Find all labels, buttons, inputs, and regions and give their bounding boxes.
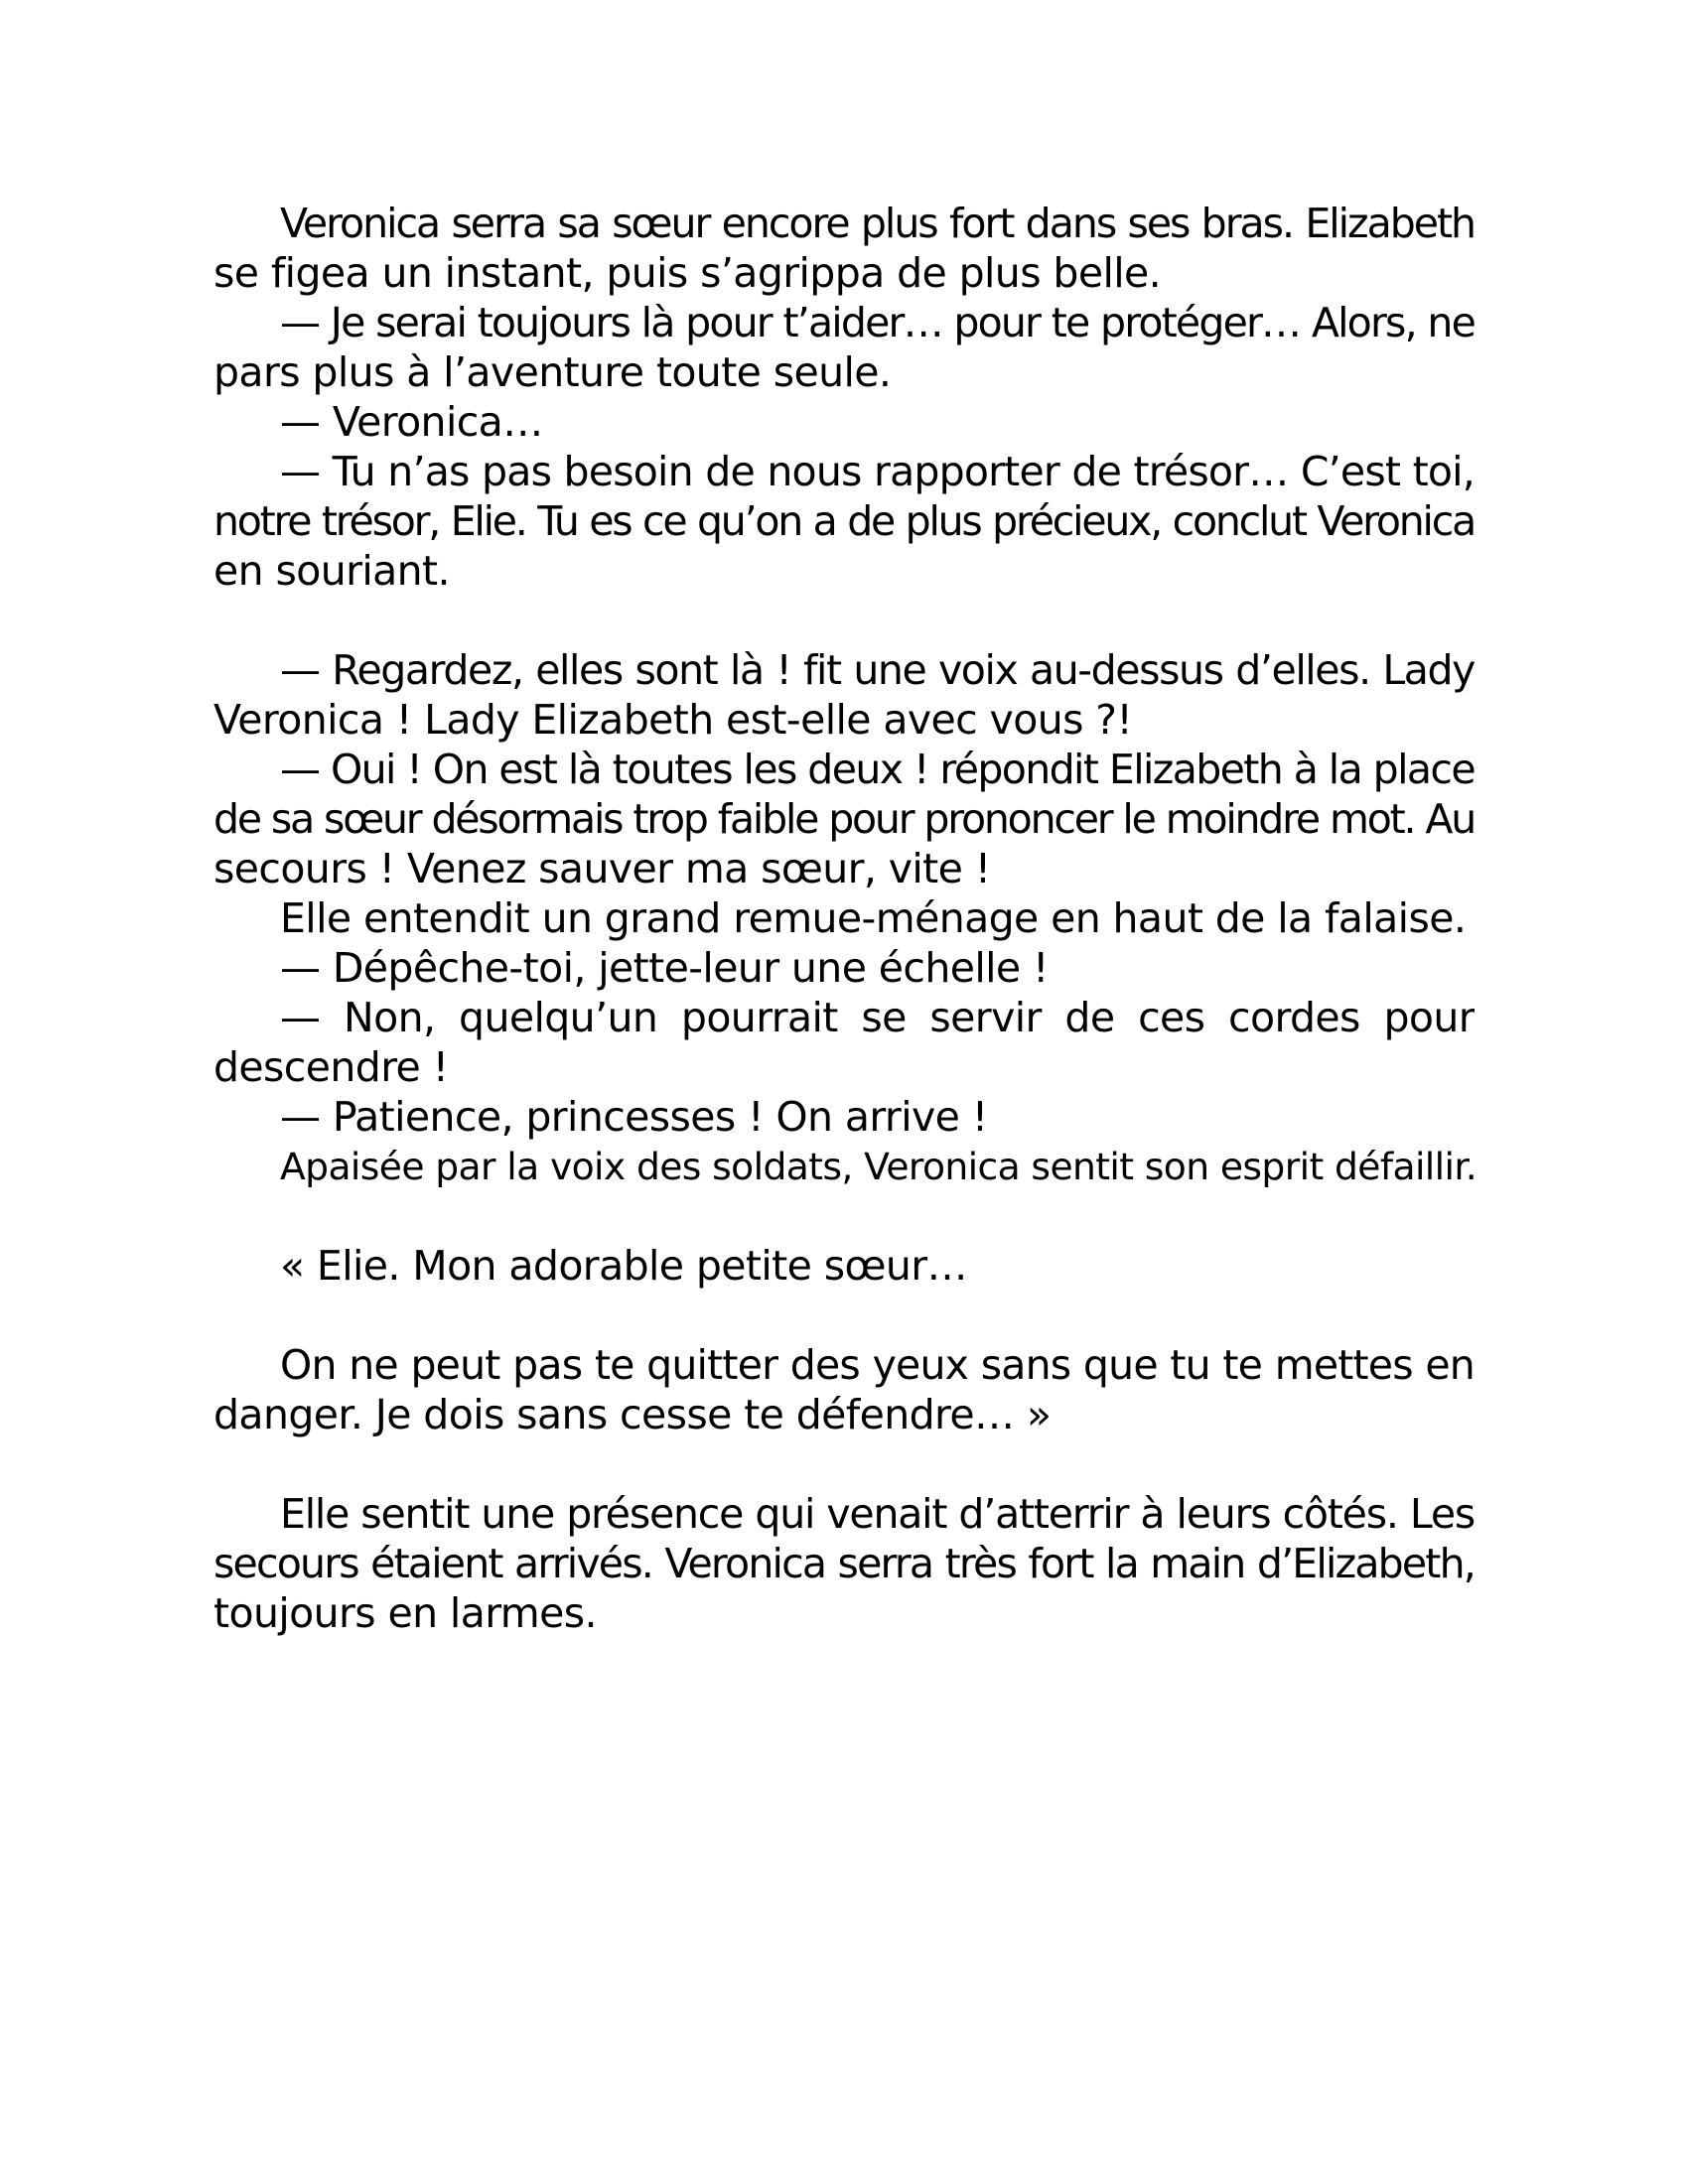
- text-line: Veronica serra sa sœur encore plus fort dans ses bras. Elizabeth: [280, 200, 1475, 247]
- text-line: — Regardez, elles sont là ! fit une voix au-dessus d’elles. Lady: [280, 646, 1475, 694]
- text-line: pars plus à l’aventure toute seule.: [213, 348, 892, 396]
- text-line: Veronica ! Lady Elizabeth est-elle avec vous ?!: [213, 696, 1133, 744]
- text-line: danger. Je dois sans cesse te défendre… »: [213, 1391, 1052, 1438]
- blank-line: [213, 1191, 1475, 1241]
- text-line: Elle entendit un grand remue-ménage en haut de la falaise.: [280, 894, 1467, 942]
- text-line: On ne peut pas te quitter des yeux sans que tu te mettes en: [280, 1341, 1475, 1389]
- text-line: se figea un instant, puis s’agrippa de plus belle.: [213, 249, 1162, 297]
- text-line: notre trésor, Elie. Tu es ce qu’on a de plus précieux, conclut Veronica: [213, 497, 1475, 545]
- text-line: de sa sœur désormais trop faible pour prononcer le moindre mot. Au: [213, 795, 1475, 843]
- text-line: — Je serai toujours là pour t’aider… pour te protéger… Alors, ne: [280, 299, 1475, 346]
- text-line: — Tu n’as pas besoin de nous rapporter de trésor… C’est toi,: [280, 448, 1475, 495]
- text-line: « Elie. Mon adorable petite sœur…: [280, 1242, 967, 1290]
- text-line: descendre !: [213, 1043, 449, 1091]
- text-line: — Dépêche-toi, jette-leur une échelle !: [280, 944, 1049, 992]
- text-line: Apaisée par la voix des soldats, Veronica sentit son esprit défaillir.: [280, 1145, 1477, 1188]
- text-line: secours ! Venez sauver ma sœur, vite !: [213, 845, 991, 892]
- document-page: [213, 199, 1475, 1638]
- text-line: — Non, quelqu’un pourrait se servir de ces cordes pour: [280, 994, 1475, 1041]
- text-line: secours étaient arrivés. Veronica serra très fort la main d’Elizabeth,: [213, 1540, 1475, 1587]
- blank-line: [213, 1439, 1475, 1489]
- text-line: en souriant.: [213, 547, 450, 595]
- text-line: — Patience, princesses ! On arrive !: [280, 1093, 988, 1141]
- blank-line: [213, 596, 1475, 645]
- text-line: — Oui ! On est là toutes les deux ! répondit Elizabeth à la place: [280, 746, 1475, 793]
- text-line: — Veronica…: [280, 398, 543, 446]
- blank-line: [213, 1291, 1475, 1340]
- text-line: Elle sentit une présence qui venait d’atterrir à leurs côtés. Les: [280, 1490, 1475, 1538]
- text-line: toujours en larmes.: [213, 1589, 597, 1637]
